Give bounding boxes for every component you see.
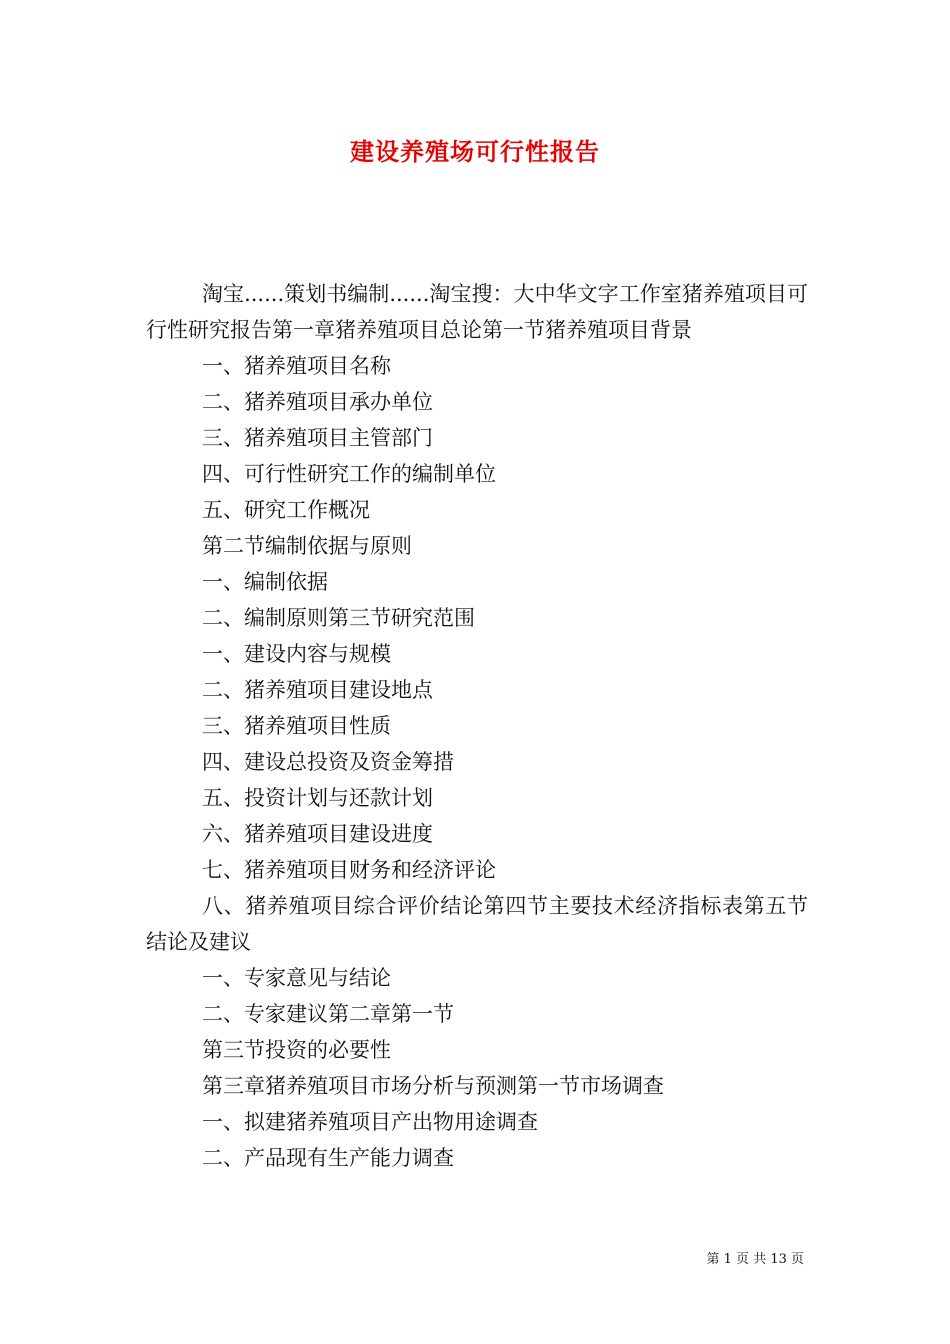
paragraph: 第二节编制依据与原则	[202, 534, 412, 558]
paragraph: 三、猪养殖项目性质	[202, 714, 391, 738]
paragraph: 二、编制原则第三节研究范围	[202, 606, 475, 630]
paragraph: 一、猪养殖项目名称	[202, 354, 391, 378]
document-title: 建设养殖场可行性报告	[350, 137, 600, 166]
paragraph: 三、猪养殖项目主管部门	[202, 426, 433, 450]
paragraph: 二、产品现有生产能力调查	[202, 1146, 454, 1170]
paragraph: 一、拟建猪养殖项目产出物用途调查	[202, 1110, 538, 1134]
paragraph: 二、猪养殖项目建设地点	[202, 678, 433, 702]
paragraph: 一、编制依据	[202, 570, 328, 594]
paragraph: 一、专家意见与结论	[202, 966, 391, 990]
paragraph: 七、猪养殖项目财务和经济评论	[202, 858, 496, 882]
paragraph: 二、猪养殖项目承办单位	[202, 390, 433, 414]
document-body	[146, 276, 808, 1176]
paragraph: 五、研究工作概况	[202, 498, 370, 522]
paragraph: 一、建设内容与规模	[202, 642, 391, 666]
page-number-footer: 第 1 页 共 13 页	[706, 1252, 804, 1267]
paragraph: 第三节投资的必要性	[202, 1038, 391, 1062]
paragraph: 淘宝......策划书编制......淘宝搜：大中华文字工作室猪养殖项目可行性研究报告第一章猪养殖项目总论第一节猪养殖项目背景	[146, 282, 808, 342]
paragraph: 八、猪养殖项目综合评价结论第四节主要技术经济指标表第五节结论及建议	[146, 894, 808, 954]
paragraph: 五、投资计划与还款计划	[202, 786, 433, 810]
paragraph: 六、猪养殖项目建设进度	[202, 822, 433, 846]
paragraph: 四、可行性研究工作的编制单位	[202, 462, 496, 486]
paragraph: 四、建设总投资及资金筹措	[202, 750, 454, 774]
paragraph: 第三章猪养殖项目市场分析与预测第一节市场调查	[202, 1074, 664, 1098]
paragraph: 二、专家建议第二章第一节	[202, 1002, 454, 1026]
